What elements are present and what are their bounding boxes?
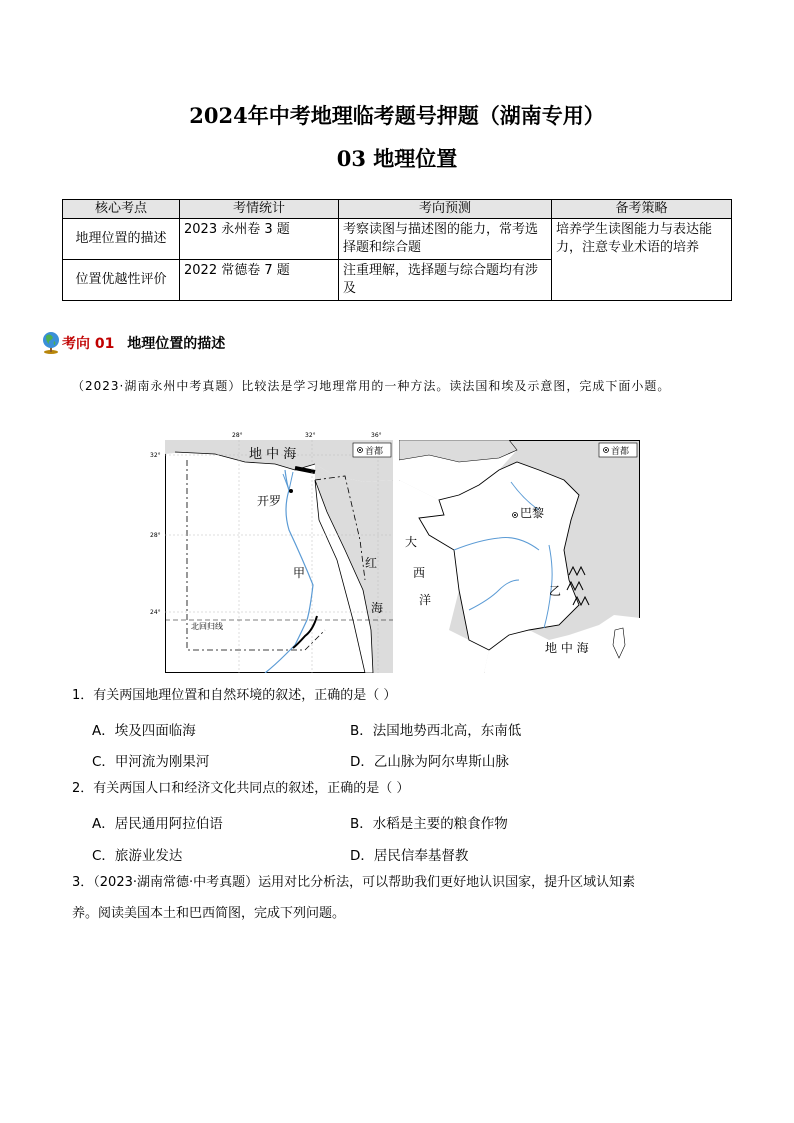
egypt-legend-label: 首都 bbox=[365, 447, 384, 457]
egypt-sea-label: 地 中 海 bbox=[249, 447, 297, 462]
table-header-cell: 考情统计 bbox=[180, 200, 339, 219]
table-header-cell: 核心考点 bbox=[63, 200, 180, 219]
egypt-map bbox=[165, 440, 393, 673]
table-cell: 2023 永州卷 3 题 bbox=[180, 219, 339, 260]
table-cell: 地理位置的描述 bbox=[63, 219, 180, 260]
question-3-line-1: 3．（2023·湖南常德·中考真题）运用对比分析法，可以帮助我们更好地认识国家，提升区域认知素 bbox=[72, 875, 636, 890]
france-legend-label: 首都 bbox=[611, 447, 630, 457]
section-tag: 考向 01 bbox=[62, 336, 115, 352]
france-map bbox=[399, 440, 640, 673]
france-mountain-label: 乙 bbox=[549, 584, 562, 598]
table-header-cell: 考向预测 bbox=[339, 200, 552, 219]
atlantic-label: 西 bbox=[413, 566, 426, 580]
tropic-label: 北回归线 bbox=[191, 622, 223, 631]
atlantic-label: 洋 bbox=[419, 593, 432, 607]
table-header-row bbox=[63, 200, 732, 219]
table-row bbox=[63, 219, 732, 260]
lat-label: 28° bbox=[150, 532, 161, 539]
question-1-stem: 1．有关两国地理位置和自然环境的叙述，正确的是（ ） bbox=[72, 688, 397, 703]
table-cell: 考察读图与描述图的能力，常考选择题和综合题 bbox=[339, 219, 552, 260]
question-2-stem: 2．有关两国人口和经济文化共同点的叙述，正确的是（ ） bbox=[72, 781, 410, 796]
question-1-option-c[interactable]: C．甲河流为刚果河 bbox=[92, 754, 210, 770]
france-sea-label: 地 中 海 bbox=[545, 641, 589, 655]
section-heading bbox=[40, 333, 225, 353]
section-title: 地理位置的描述 bbox=[127, 336, 226, 352]
red-sea-label: 红 bbox=[365, 556, 378, 570]
question-1-option-b[interactable]: B．法国地势西北高，东南低 bbox=[350, 723, 522, 739]
question-3-line-2: 养。阅读美国本土和巴西简图，完成下列问题。 bbox=[72, 906, 346, 921]
table-cell: 位置优越性评价 bbox=[63, 260, 180, 301]
lon-label: 28° bbox=[232, 432, 243, 439]
page-subtitle: 03 地理位置 bbox=[336, 146, 458, 171]
table-cell-strategy: 培养学生读图能力与表达能力，注意专业术语的培养 bbox=[552, 219, 732, 301]
question-2-option-c[interactable]: C．旅游业发达 bbox=[92, 848, 183, 864]
question-2-option-a[interactable]: A．居民通用阿拉伯语 bbox=[92, 816, 223, 832]
egypt-river-label: 甲 bbox=[293, 566, 306, 580]
question-1-option-a[interactable]: A．埃及四面临海 bbox=[92, 723, 196, 739]
table-cell: 2022 常德卷 7 题 bbox=[180, 260, 339, 301]
question-2-option-b[interactable]: B．水稻是主要的粮食作物 bbox=[350, 816, 508, 832]
question-2-option-d[interactable]: D．居民信奉基督教 bbox=[350, 848, 469, 864]
egypt-capital-label: 开罗 bbox=[257, 494, 282, 508]
question-1-option-d[interactable]: D．乙山脉为阿尔卑斯山脉 bbox=[350, 754, 509, 770]
page-title: 2024年中考地理临考题号押题（湖南专用） bbox=[189, 103, 605, 128]
red-sea-label: 海 bbox=[371, 601, 384, 615]
lon-label: 36° bbox=[371, 432, 382, 439]
france-capital-label: 巴黎 bbox=[520, 506, 545, 520]
table-header-cell: 备考策略 bbox=[552, 200, 732, 219]
question-intro: （2023·湖南永州中考真题）比较法是学习地理常用的一种方法。读法国和埃及示意图，完成下面小题。 bbox=[72, 379, 671, 393]
table-cell: 注重理解，选择题与综合题均有涉及 bbox=[339, 260, 552, 301]
atlantic-label: 大 bbox=[405, 535, 418, 549]
lon-label: 32° bbox=[305, 432, 316, 439]
exam-info-table bbox=[62, 199, 732, 301]
lat-label: 24° bbox=[150, 609, 161, 616]
lat-label: 32° bbox=[150, 452, 161, 459]
